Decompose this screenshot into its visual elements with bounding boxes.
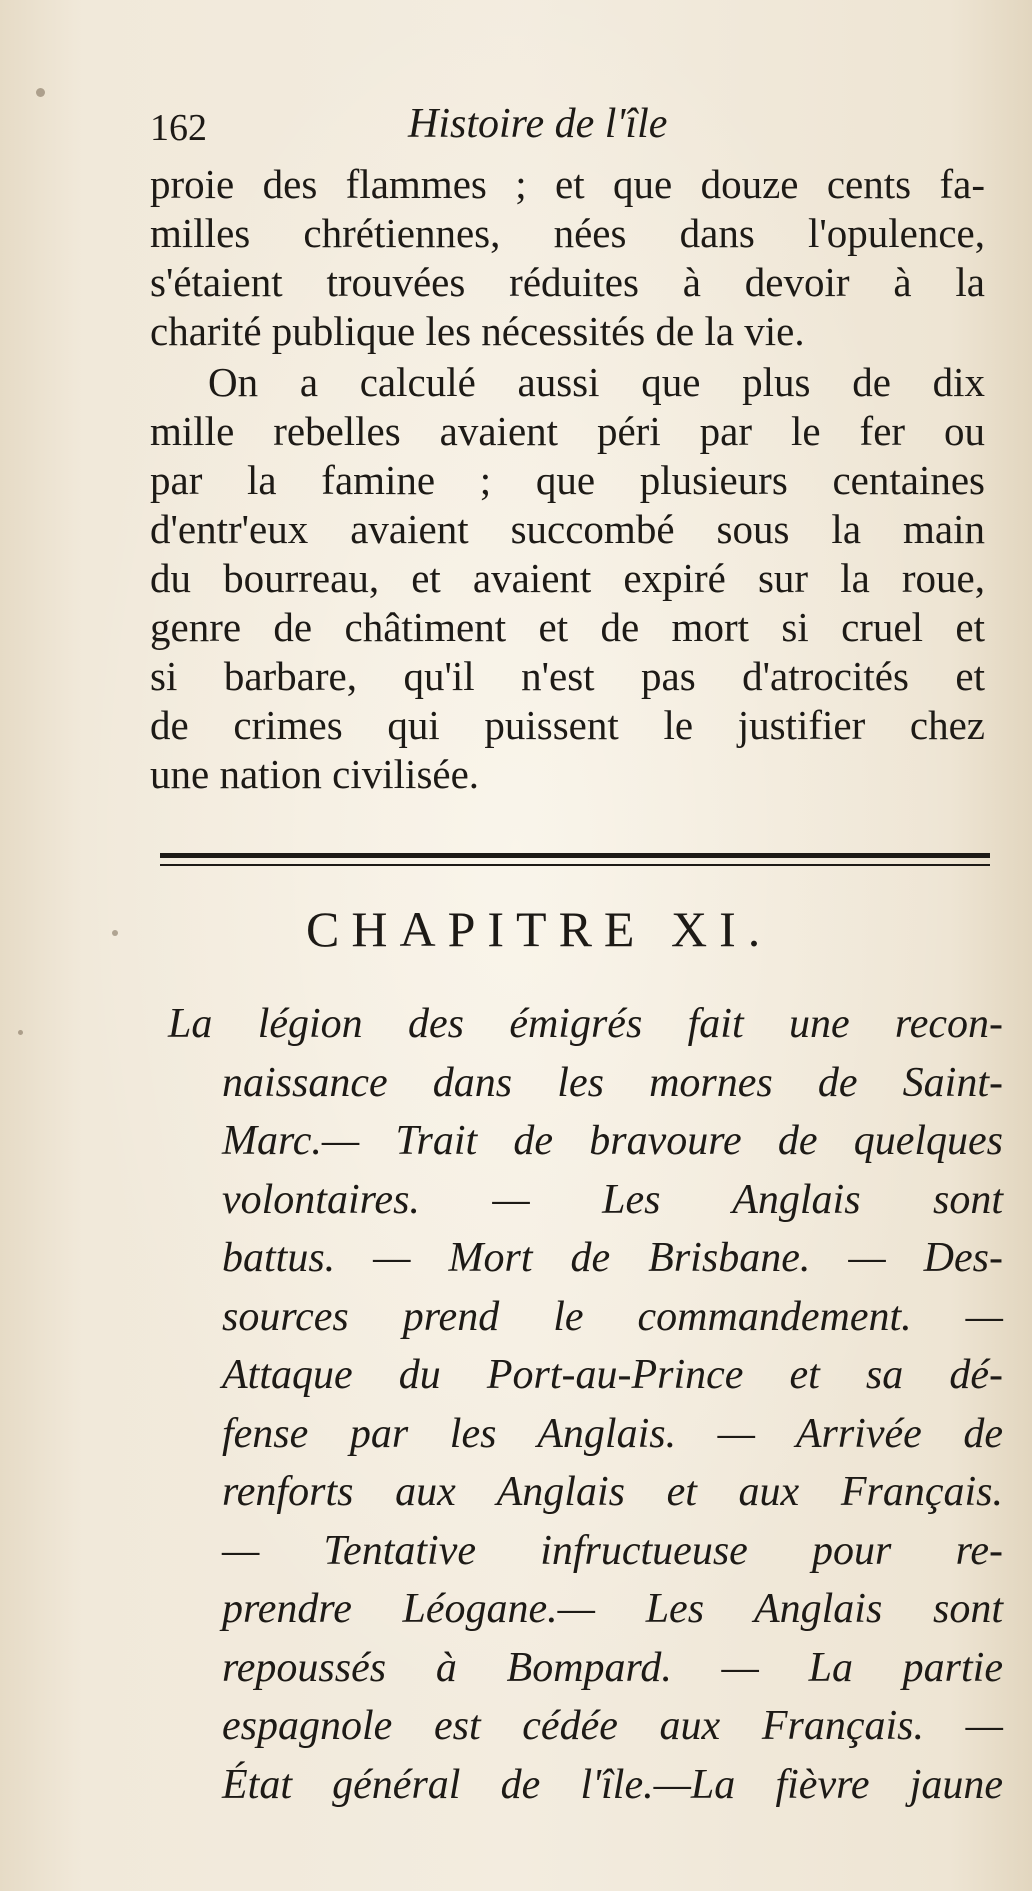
- text-line: genre de châtiment et de mort si cruel et: [150, 604, 985, 650]
- page-number: 162: [150, 107, 207, 149]
- text-line: une nation civilisée.: [150, 751, 480, 797]
- summary-line: naissance dans les mornes de Saint-: [222, 1059, 1003, 1106]
- summary-line: prendre Léogane.— Les Anglais sont: [222, 1586, 1003, 1632]
- text-line: mille rebelles avaient péri par le fer ou: [150, 408, 985, 454]
- chapter-title: CHAPITRE XI.: [306, 901, 773, 957]
- paper-speck: [36, 88, 45, 97]
- summary-line: espagnole est cédée aux Français. —: [222, 1703, 1003, 1749]
- text-line: par la famine ; que plusieurs centaines: [150, 457, 985, 503]
- summary-line: repoussés à Bompard. — La partie: [222, 1644, 1003, 1691]
- text-line: proie des flammes ; et que douze cents fa-: [150, 161, 985, 207]
- text-line: du bourreau, et avaient expiré sur la roue,: [150, 555, 985, 601]
- body-text: [150, 160, 985, 799]
- summary-line: renforts aux Anglais et aux Français.: [222, 1469, 1003, 1515]
- text-line: On a calculé aussi que plus de dix: [208, 359, 985, 405]
- paper-speck: [18, 1030, 23, 1035]
- text-line: s'étaient trouvées réduites à devoir à la: [150, 259, 985, 305]
- text-line: de crimes qui puissent le justifier chez: [150, 702, 985, 748]
- paper-speck: [112, 930, 118, 936]
- chapter-divider-thin: [160, 864, 990, 866]
- text-line: si barbare, qu'il n'est pas d'atrocités et: [150, 653, 985, 699]
- text-line: charité publique les nécessités de la vie.: [150, 308, 805, 354]
- summary-line: La légion des émigrés fait une recon-: [168, 1001, 1003, 1047]
- summary-line: sources prend le commandement. —: [222, 1293, 1003, 1340]
- running-title: Histoire de l'île: [408, 101, 668, 147]
- summary-line: battus. — Mort de Brisbane. — Des-: [222, 1235, 1003, 1281]
- text-line: milles chrétiennes, nées dans l'opulence,: [150, 210, 985, 256]
- summary-line: volontaires. — Les Anglais sont: [222, 1176, 1003, 1223]
- summary-line: Attaque du Port-au-Prince et sa dé-: [222, 1352, 1003, 1398]
- summary-line: — Tentative infructueuse pour re-: [222, 1527, 1003, 1574]
- page-header: [150, 100, 1000, 160]
- summary-line: État général de l'île.—La fièvre jaune: [222, 1761, 1003, 1808]
- chapter-summary: [168, 995, 1003, 1814]
- summary-line: fense par les Anglais. — Arrivée de: [222, 1410, 1003, 1457]
- chapter-divider-thick: [160, 853, 990, 858]
- text-line: d'entr'eux avaient succombé sous la main: [150, 506, 985, 552]
- summary-line: Marc.— Trait de bravoure de quelques: [222, 1118, 1003, 1164]
